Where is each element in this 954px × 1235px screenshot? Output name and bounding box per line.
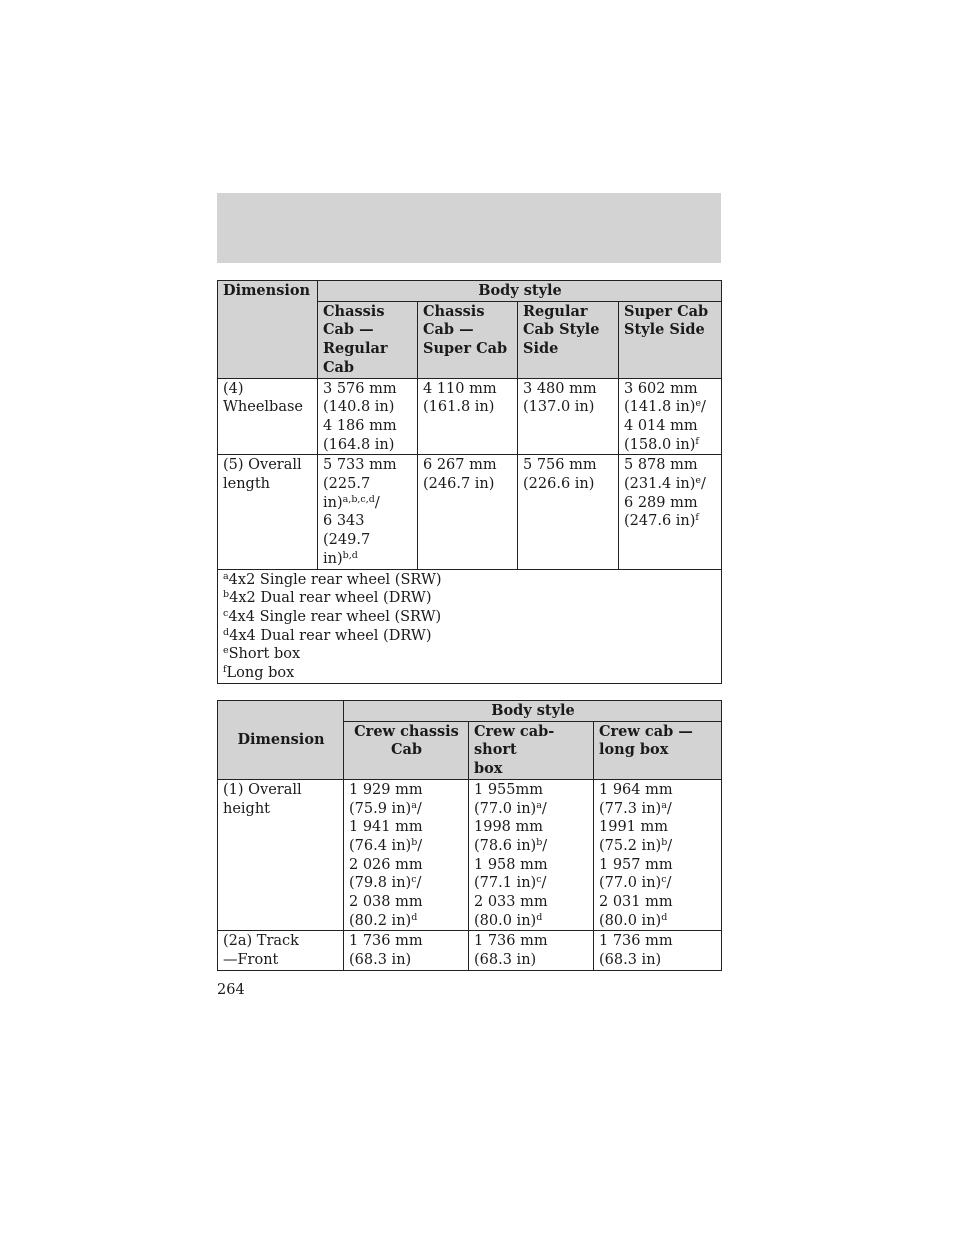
cell-line: height [223,800,271,817]
footnote-item: $^f$Long box [223,664,295,682]
table-cell [418,455,518,569]
value-line: 6 343 (249.7 [323,513,371,549]
table-cell [418,378,518,455]
footnote-mark: f [695,512,699,524]
section-header-band [217,193,721,263]
cell-line: box [474,760,503,778]
footnote-mark: b [661,836,668,848]
table-row [218,779,722,931]
cell-line: Crew cab-short [474,722,555,759]
footnote-item: $^a$4x2 Single rear wheel (SRW) [223,570,442,588]
cell-line: (4) [223,380,244,397]
table-cell [318,455,418,569]
column-header [619,301,722,378]
footnote-mark: a [223,570,229,582]
value-line: 1 941 mm [349,819,423,836]
table-cell [469,779,594,931]
value-line: in)$^{a,b,c,d}$/ [323,493,380,511]
footnote-mark: b [411,836,418,848]
cell-line: long box [599,741,669,759]
table-row [218,378,722,455]
dimension-header: Dimension [218,281,318,379]
footnote-mark: c [223,607,229,619]
column-header [318,301,418,378]
footnote-mark: b,d [342,549,358,561]
page-number: 264 [217,982,245,998]
footnote-mark: c [411,874,417,886]
table-cell [518,455,619,569]
value-line: (77.0 in)$^a$/ [474,799,547,817]
value-line: 1 964 mm [599,781,673,798]
value-line: 4 110 mm [423,380,497,397]
value-line: 3 576 mm [323,380,397,397]
footnote-item: $^b$4x2 Dual rear wheel (DRW) [223,589,432,607]
table-cell [619,378,722,455]
value-line: (77.3 in)$^a$/ [599,799,672,817]
value-line: (246.7 in) [423,476,495,493]
value-line: (68.3 in) [349,952,412,969]
value-line: 3 480 mm [523,380,597,397]
cell-line: Side [523,340,559,358]
table-cell [344,931,469,970]
footnote-item: $^e$Short box [223,645,301,663]
value-line: (75.9 in)$^a$/ [349,799,422,817]
value-line: (76.4 in)$^b$/ [349,836,423,854]
cell-line: Chassis [423,302,485,320]
value-line: (68.3 in) [474,952,537,969]
value-line: 6 289 mm [624,494,698,511]
value-line: 1 736 mm [474,933,548,950]
body-style-header: Body style [344,701,722,722]
table-cell [469,931,594,970]
value-line: (79.8 in)$^c$/ [349,874,422,892]
dimensions-table-1 [217,280,722,684]
value-line: 4 014 mm [624,417,698,434]
cell-line: Wheelbase [223,399,303,416]
value-line: 1 955mm [474,781,544,798]
footnote-mark: b [536,836,543,848]
cell-line: (5) Overall [223,457,302,474]
cell-line: Cab — [323,321,374,339]
value-line: 1991 mm [599,819,669,836]
cell-line: Cab — [423,321,474,339]
row-label [218,378,318,455]
column-header [518,301,619,378]
table-cell [594,779,722,931]
value-line: (164.8 in) [323,436,395,453]
value-line: 2 033 mm [474,894,548,911]
value-line: 4 186 mm [323,417,397,434]
cell-line: Chassis [323,302,385,320]
cell-line: (2a) Track [223,933,299,950]
value-line: (161.8 in) [423,399,495,416]
footnote-item: $^c$4x4 Single rear wheel (SRW) [223,607,442,625]
column-header [344,721,469,779]
value-line: (80.0 in)$^d$ [599,911,668,929]
body-style-header: Body style [318,281,722,302]
footnote-mark: a [536,799,542,811]
value-line: 1 957 mm [599,856,673,873]
value-line: 6 267 mm [423,457,497,474]
value-line: 1998 mm [474,819,544,836]
value-line: (225.7 [323,476,371,493]
footnote-mark: a [661,799,667,811]
cell-line: Regular [323,340,388,358]
table-cell [518,378,619,455]
footnote-mark: e [223,645,229,657]
value-line: 2 031 mm [599,894,673,911]
table-cell [594,931,722,970]
value-line: 5 878 mm [624,457,698,474]
value-line: 2 026 mm [349,856,423,873]
footnote-mark: d [536,911,543,923]
footnote-mark: f [223,664,227,676]
footnote-mark: a [411,799,417,811]
value-line: (80.2 in)$^d$ [349,911,418,929]
value-line: 1 736 mm [349,933,423,950]
value-line: (247.6 in)$^f$ [624,512,699,530]
column-header [469,721,594,779]
value-line: 1 736 mm [599,933,673,950]
row-label [218,779,344,931]
value-line: (141.8 in)$^e$/ [624,398,706,416]
value-line: 1 929 mm [349,781,423,798]
dimensions-table-2 [217,700,722,971]
footnote-mark: c [661,874,667,886]
value-line: 2 038 mm [349,894,423,911]
footnote-mark: f [695,435,699,447]
footnote-mark: e [695,475,702,487]
value-line: (80.0 in)$^d$ [474,911,543,929]
table-row [218,455,722,569]
cell-line: Crew chassis [354,722,459,740]
cell-line: Cab [323,358,355,376]
value-line: (140.8 in) [323,399,395,416]
value-line: (231.4 in)$^e$/ [624,475,706,493]
column-header [594,721,722,779]
table-row [218,931,722,970]
value-line: 5 756 mm [523,457,597,474]
value-line: (68.3 in) [599,952,662,969]
cell-line: Style Side [624,321,705,339]
value-line: (137.0 in) [523,399,595,416]
row-label [218,931,344,970]
value-line: (226.6 in) [523,476,595,493]
cell-line: length [223,476,271,493]
cell-line: Crew cab — [599,722,693,740]
footnote-mark: b [223,589,230,601]
footnote-mark: e [695,398,702,410]
value-line: (75.2 in)$^b$/ [599,836,673,854]
value-line: 1 958 mm [474,856,548,873]
cell-line: (1) Overall [223,781,302,798]
footnotes [218,569,722,683]
cell-line: Super Cab [624,302,709,320]
cell-line: Regular [523,302,588,320]
cell-line: —Front [223,952,279,969]
table-cell [318,378,418,455]
table-cell [619,455,722,569]
dimension-header: Dimension [218,701,344,780]
value-line: 5 733 mm [323,457,397,474]
value-line: (77.1 in)$^c$/ [474,874,547,892]
footnote-mark: d [411,911,418,923]
cell-line: Cab Style [523,321,600,339]
value-line: (77.0 in)$^c$/ [599,874,672,892]
value-line: in)$^{b,d}$ [323,549,358,567]
footnote-mark: d [223,626,230,638]
row-label [218,455,318,569]
value-line: (158.0 in)$^f$ [624,435,699,453]
footnote-mark: c [536,874,542,886]
footnote-mark: a,b,c,d [342,493,375,505]
value-line: 3 602 mm [624,380,698,397]
cell-line: Super Cab [423,340,508,358]
value-line: (78.6 in)$^b$/ [474,836,548,854]
table-cell [344,779,469,931]
cell-line: Cab [390,741,423,759]
column-header [418,301,518,378]
footnote-mark: d [661,911,668,923]
footnote-item: $^d$4x4 Dual rear wheel (DRW) [223,626,432,644]
